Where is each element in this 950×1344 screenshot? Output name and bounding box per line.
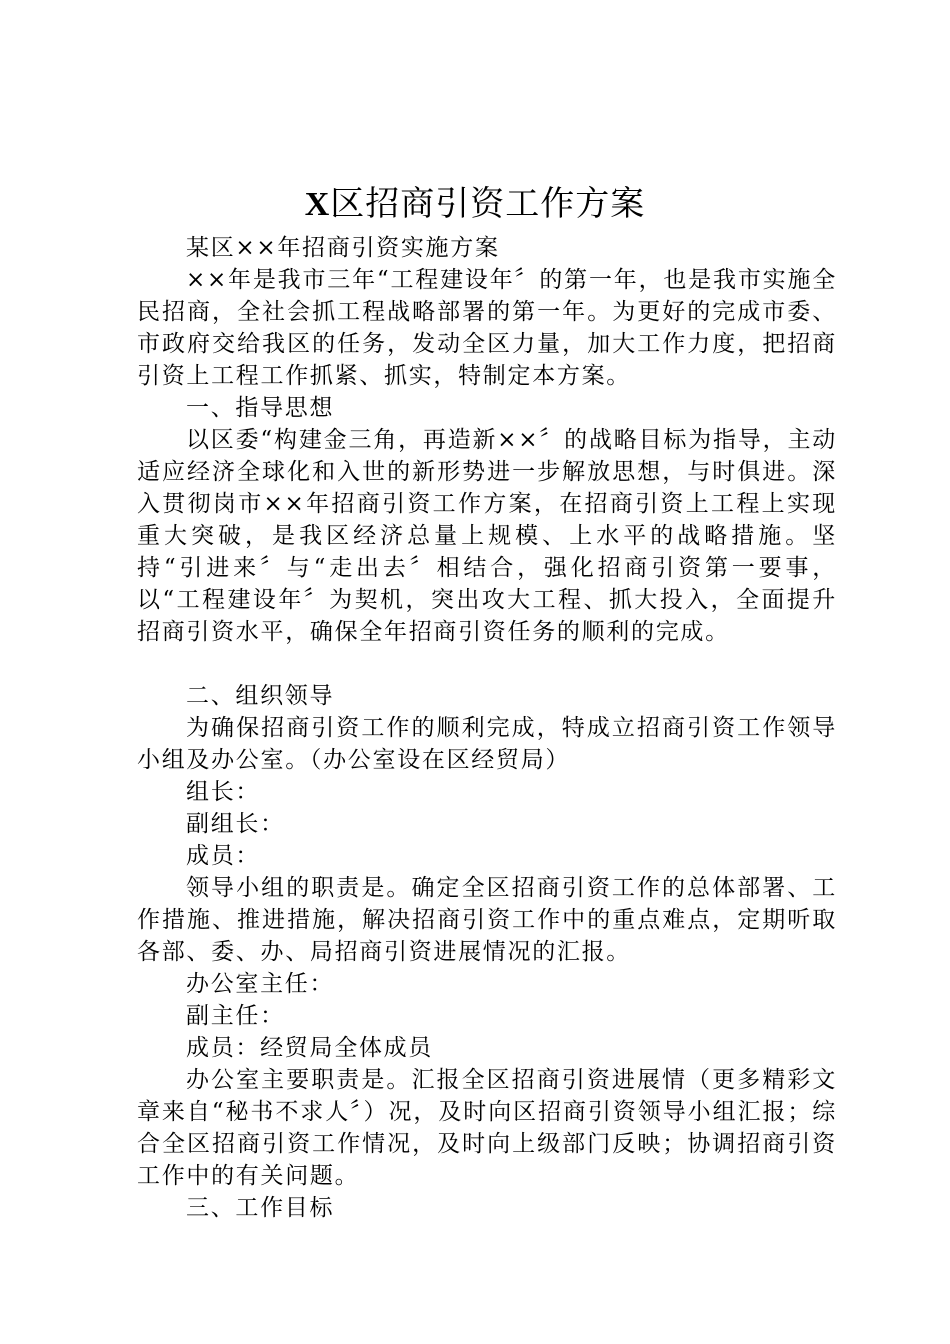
group-members-line: 成员： (186, 843, 261, 869)
plan-name: 某区××年招商引资实施方案 (186, 235, 500, 261)
title-text: 区招商引资工作方案 (330, 184, 646, 224)
deputy-group-leader-line: 副组长： (186, 811, 285, 837)
document-body (137, 232, 837, 1224)
group-leader-line: 组长： (186, 779, 261, 805)
office-duties-paragraph: 办公室主要职责是。汇报全区招商引资进展情（更多精彩文章来自“秘书不求人〞）况，及时向区招商引资领导小组汇报；综合全区招商引资工作情况，及时向上级部门反映；协调招商引资工作中的有关问题。 (137, 1067, 837, 1189)
office-members-line: 成员：经贸局全体成员 (186, 1035, 433, 1061)
deputy-director-line: 副主任： (186, 1003, 285, 1029)
guiding-ideology-paragraph: 以区委“构建金三角，再造新××〞的战略目标为指导，主动适应经济全球化和入世的新形势进一步解放思想，与时俱进。深入贯彻岗市××年招商引资工作方案，在招商引资上工程上实现重大突破，是我区经济总量上规模、上水平的战略措施。坚持“引进来〞与“走出去〞相结合，强化招商引资第一要事，以“工程建设年〞为契机，突出攻大工程、抓大投入，全面提升招商引资水平，确保全年招商引资任务的顺利的完成。 (137, 427, 837, 645)
organization-paragraph: 为确保招商引资工作的顺利完成，特成立招商引资工作领导小组及办公室。（办公室设在区经贸局） (137, 715, 837, 773)
section-heading-guiding-ideology: 一、指导思想 (186, 395, 335, 421)
intro-paragraph: ××年是我市三年“工程建设年〞的第一年，也是我市实施全民招商，全社会抓工程战略部署的第一年。为更好的完成市委、市政府交给我区的任务，发动全区力量，加大工作力度，把招商引资上工程工作抓紧、抓实，特制定本方案。 (137, 267, 837, 389)
group-duties-paragraph: 领导小组的职责是。确定全区招商引资工作的总体部署、工作措施、推进措施，解决招商引资工作中的重点难点，定期听取各部、委、办、局招商引资进展情况的汇报。 (137, 875, 837, 965)
document-title (0, 180, 950, 229)
section-heading-organization: 二、组织领导 (186, 683, 335, 709)
section-heading-work-goals: 三、工作目标 (186, 1195, 335, 1221)
title-prefix: X (304, 186, 331, 223)
office-director-line: 办公室主任： (186, 971, 335, 997)
blank-line (137, 648, 837, 680)
